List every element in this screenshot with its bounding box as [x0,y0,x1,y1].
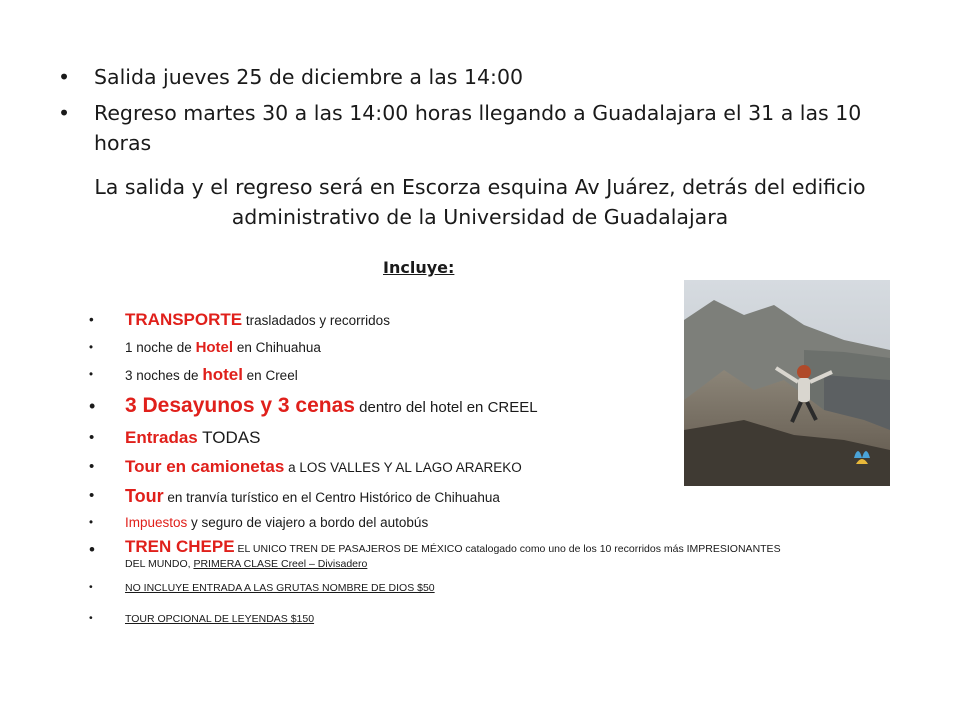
included-list [89,306,789,627]
hotel-creel-label: hotel [202,365,243,384]
included-item-meals [89,390,789,424]
departure-item [58,62,918,92]
bullet: • [89,517,94,529]
bullet: • [89,429,95,446]
included-item-hotel-creel [89,361,789,390]
train-first-class: PRIMERA CLASE Creel – Divisadero [193,558,368,570]
bullet: • [89,581,93,593]
optional-item-legends [89,610,789,627]
tour-trucks-detail: a LOS VALLES Y AL LAGO ARAREKO [284,460,522,475]
included-item-train [89,534,789,571]
taxes-detail: y seguro de viajero a bordo del autobús [187,515,429,530]
return-item [58,98,918,158]
included-item-hotel-chihuahua [89,335,789,361]
excluded-item-caves [89,579,789,596]
top-bullet-list [58,62,918,164]
transport-detail: trasladados y recorridos [242,313,390,328]
caves-note: NO INCLUYE ENTRADA A LAS GRUTAS NOMBRE DE DIOS $50 [125,582,435,594]
included-item-taxes [89,512,789,534]
bullet: • [58,101,71,125]
included-item-entries [89,424,789,453]
bullet: • [89,342,94,354]
return-text: Regreso martes 30 a las 14:00 horas llegando a Guadalajara el 31 a las 10 horas [94,101,862,155]
hotel-creel-prefix: 3 noches de [125,368,203,383]
entries-label: Entradas [125,428,198,447]
bullet: • [58,65,71,89]
meals-detail: dentro del hotel en CREEL [354,399,538,416]
tour-tram-detail: en tranvía turístico en el Centro Histórico de Chihuahua [163,490,500,505]
bullet: • [89,458,95,475]
bullet: • [89,487,95,504]
hotel-chihuahua-label: Hotel [195,339,234,356]
train-detail: EL UNICO TREN DE PASAJEROS DE MÉXICO catalogado como uno de los 10 recorridos más IMPRESIONANTES DEL MUNDO, [125,543,781,570]
incluye-heading: Incluye: [383,258,455,277]
included-item-tour-trucks [89,453,789,482]
legends-note: TOUR OPCIONAL DE LEYENDAS $150 [125,613,315,625]
hotel-chihuahua-prefix: 1 noche de [125,340,196,355]
hotel-creel-suffix: en Creel [242,368,298,383]
hotel-chihuahua-suffix: en Chihuahua [233,340,321,355]
bullet: • [89,312,94,327]
train-label: TREN CHEPE [125,537,235,556]
meeting-point-text: La salida y el regreso será en Escorza esquina Av Juárez, detrás del edificio administrativo de la Universidad de Guadalajara [94,175,866,229]
tour-trucks-label: Tour en camionetas [125,457,285,476]
included-item-tour-tram [89,482,789,512]
transport-label: TRANSPORTE [125,310,243,329]
bullet: • [89,396,96,416]
entries-detail: TODAS [197,428,261,447]
bullet: • [89,612,93,624]
included-item-transport [89,306,789,335]
bullet: • [89,540,95,559]
meals-label: 3 Desayunos y 3 cenas [125,394,355,417]
taxes-label: Impuestos [125,515,188,530]
bullet: • [89,369,94,381]
tour-tram-label: Tour [125,486,164,506]
departure-text: Salida jueves 25 de diciembre a las 14:00 [94,65,524,89]
